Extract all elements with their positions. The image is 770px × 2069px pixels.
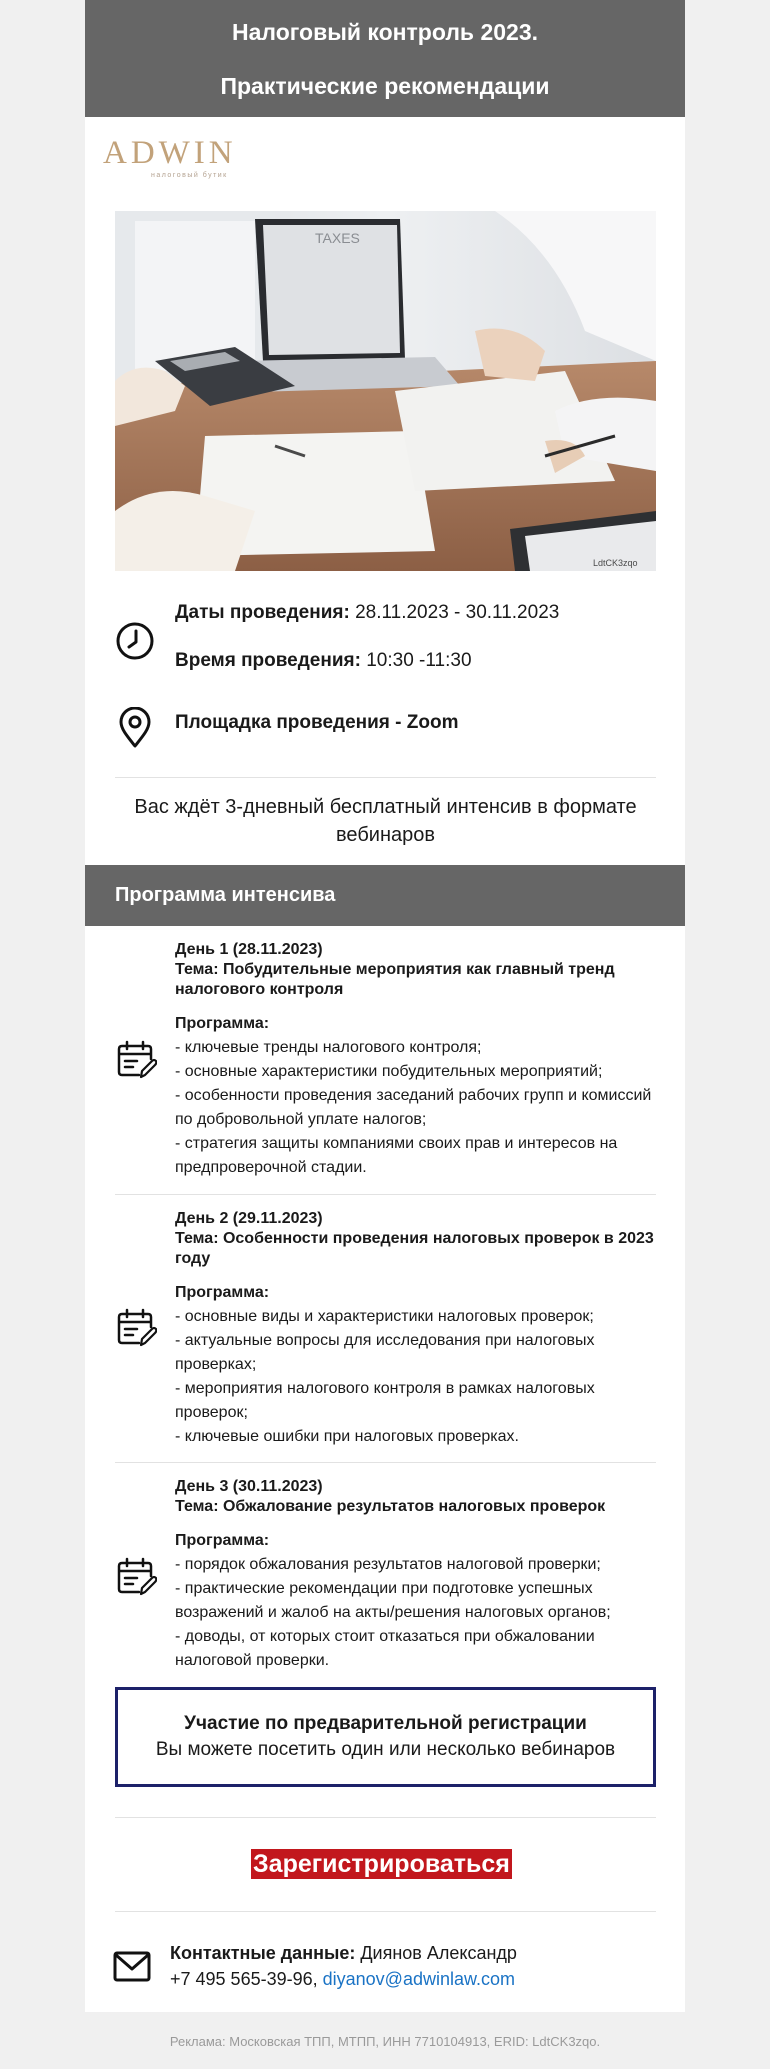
event-time [175,648,472,674]
notice-title: Участие по предварительной регистрации [184,1713,587,1734]
day-2-date: День 2 (29.11.2023) [175,1210,323,1227]
day-2-item: - ключевые ошибки при налоговых проверках. [175,1428,519,1445]
divider [115,1911,656,1912]
ad-disclaimer-footer: Реклама: Московская ТПП, МТПП, ИНН 7710104913, ERID: LdtCK3zqo. [169,2034,601,2049]
day-1-item: - стратегия защиты компаниями своих прав и интересов на предпроверочной стадии. [175,1135,618,1176]
program-heading: Программа интенсива [85,865,685,926]
contact-label: Контактные данные: [170,1943,356,1963]
laptop-screen-text: TAXES [315,230,360,246]
day-1-date: День 1 (28.11.2023) [175,941,323,958]
day-2-topic: Тема: Особенности проведения налоговых проверок в 2023 году [175,1230,654,1267]
day-3-item: - практические рекомендации при подготовке успешных возражений и жалоб на акты/решения налоговых органов; [175,1580,611,1621]
day-3-topic: Тема: Обжалование результатов налоговых проверок [175,1498,606,1515]
logo-tagline: налоговый бутик [151,172,228,179]
contact-block [170,1940,517,1992]
day-2-block [175,1209,655,1449]
registration-notice [115,1687,656,1787]
day-3-item: - доводы, от которых стоит отказаться при обжаловании налоговой проверки. [175,1628,595,1669]
email-card [85,0,685,2012]
day-1-item: - основные характеристики побудительных мероприятий; [175,1063,603,1080]
day-2-item: - мероприятия налогового контроля в рамках налоговых проверок; [175,1380,595,1421]
photo-watermark: LdtCK3zqo [593,558,638,568]
day-1-item: - ключевые тренды налогового контроля; [175,1039,482,1056]
day-3-program-label: Программа: [175,1532,270,1549]
header-title-line2: Практические рекомендации [220,73,550,99]
day-1-block [175,940,655,1180]
time-label: Время проведения: [175,650,361,671]
intensive-lead-text: Вас ждёт 3-дневный бесплатный интенсив в формате вебинаров [134,796,637,846]
divider [115,777,656,778]
notice-text: Вы можете посетить один или несколько вебинаров [155,1739,616,1760]
mail-icon [113,1950,151,1984]
calendar-edit-icon [115,1556,155,1596]
day-3-item: - порядок обжалования результатов налоговой проверки; [175,1556,601,1573]
day-1-program-label: Программа: [175,1015,270,1032]
dates-label: Даты проведения: [175,602,350,623]
contact-phone[interactable]: +7 495 565-39-96, [170,1969,318,1989]
time-value: 10:30 -11:30 [366,650,472,671]
location-pin-icon [115,707,155,747]
header-title-line1: Налоговый контроль 2023. [231,19,539,45]
day-2-item: - актуальные вопросы для исследования при налоговых проверках; [175,1332,595,1373]
dates-value: 28.11.2023 - 30.11.2023 [355,602,560,623]
divider [115,1194,656,1195]
register-button[interactable]: Зарегистрироваться [253,1850,510,1878]
logo-wordmark: ADWIN [103,135,237,171]
hero-photo [115,211,656,571]
day-3-date: День 3 (30.11.2023) [175,1478,323,1495]
contact-name: Диянов Александр [360,1943,517,1963]
calendar-edit-icon [115,1307,155,1347]
day-2-program-label: Программа: [175,1284,270,1301]
calendar-edit-icon [115,1039,155,1079]
day-2-item: - основные виды и характеристики налоговых проверок; [175,1308,594,1325]
divider [115,1462,656,1463]
day-3-block [175,1477,655,1673]
day-1-item: - особенности проведения заседаний рабочих групп и комиссий по добровольной уплате налогов; [175,1087,652,1128]
day-1-topic: Тема: Побудительные мероприятия как главный тренд налогового контроля [175,961,615,998]
header-banner [85,0,685,117]
contact-email-link[interactable]: diyanov@adwinlaw.com [322,1969,516,1989]
divider [115,1817,656,1818]
adwin-logo[interactable] [103,135,253,183]
clock-icon [115,621,155,661]
event-venue: Площадка проведения - Zoom [175,712,459,733]
event-dates [175,600,559,626]
